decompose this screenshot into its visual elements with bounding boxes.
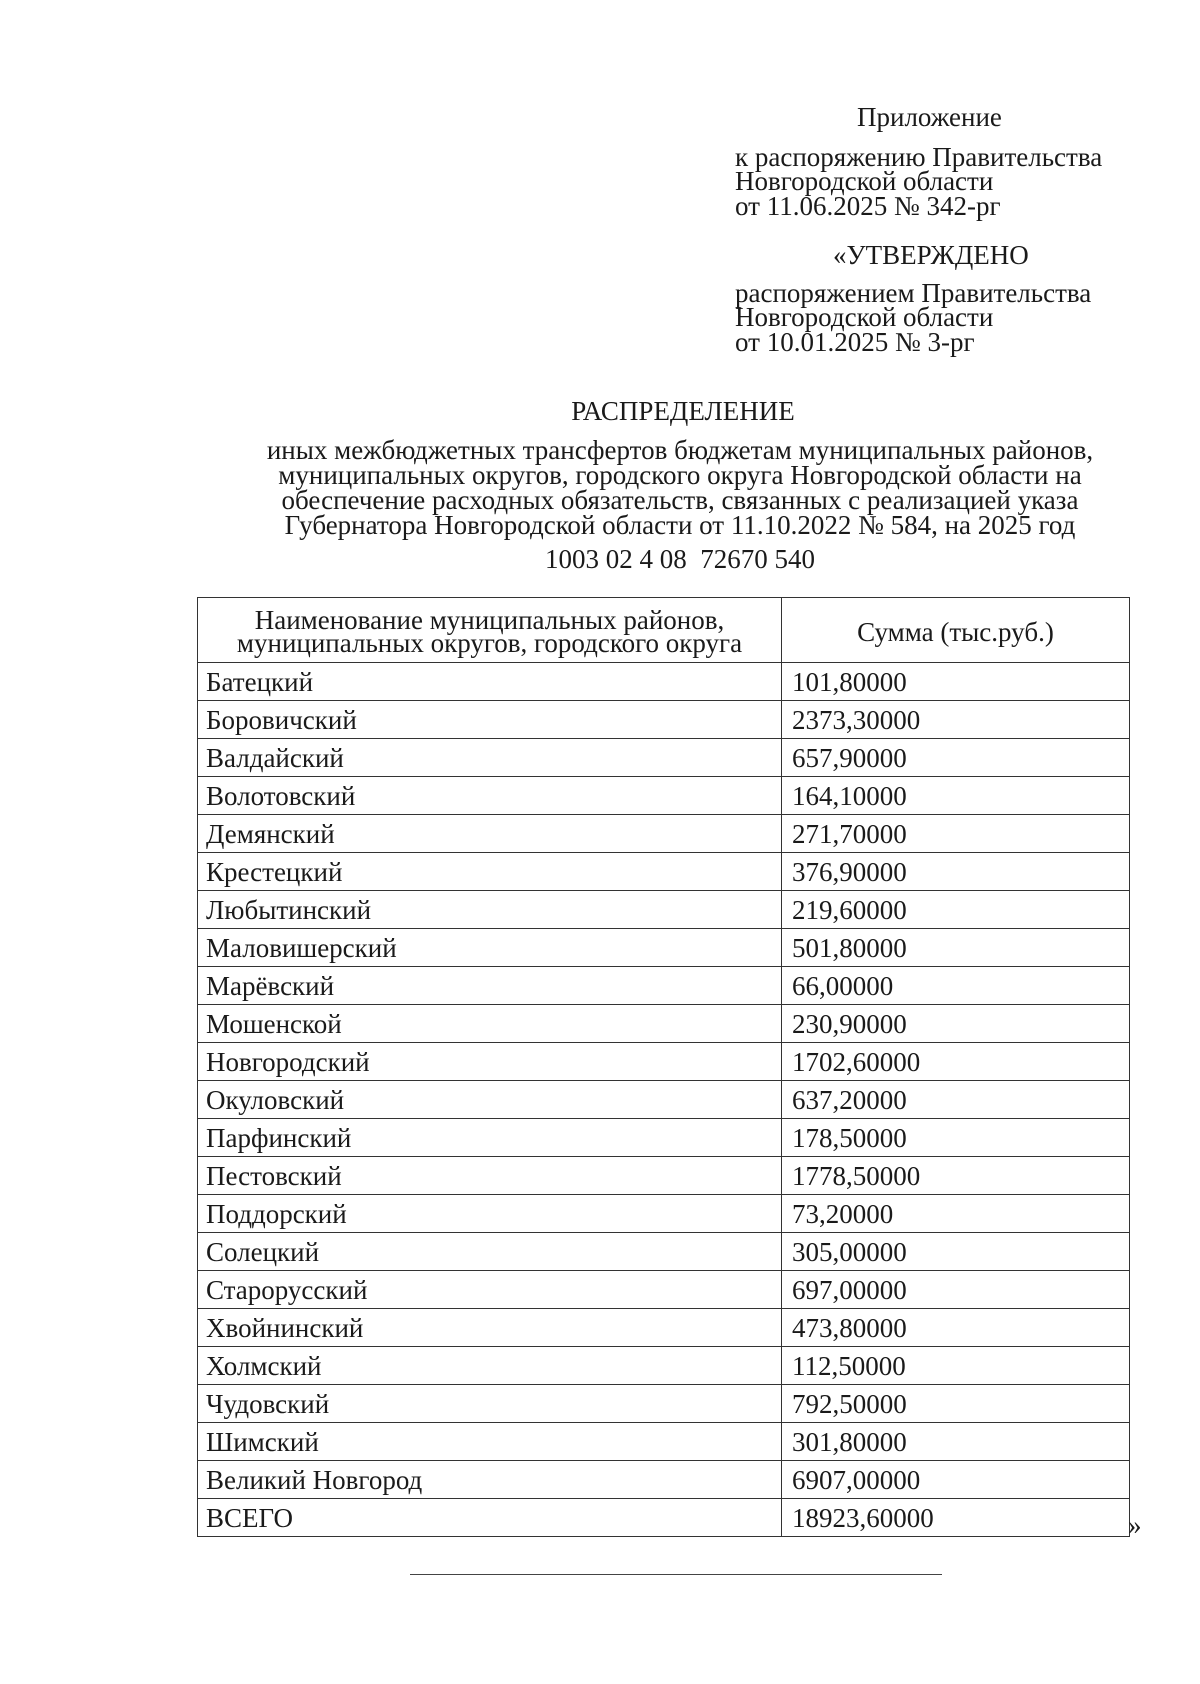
row-amount-cell: 792,50000 [782, 1385, 1130, 1423]
row-amount-cell: 73,20000 [782, 1195, 1130, 1233]
row-amount-cell: 230,90000 [782, 1005, 1130, 1043]
row-name-cell: Шимский [198, 1423, 782, 1461]
table-row [198, 1119, 1130, 1157]
row-amount-cell: 178,50000 [782, 1119, 1130, 1157]
row-amount-cell: 6907,00000 [782, 1461, 1130, 1499]
table-row [198, 853, 1130, 891]
row-name-cell: Хвойнинский [198, 1309, 782, 1347]
row-amount-cell: 112,50000 [782, 1347, 1130, 1385]
row-name-cell: Великий Новгород [198, 1461, 782, 1499]
row-name-cell: Крестецкий [198, 853, 782, 891]
table-row [198, 815, 1130, 853]
table-row [198, 1461, 1130, 1499]
row-amount-cell: 301,80000 [782, 1423, 1130, 1461]
approval-line-3: от 10.01.2025 № 3-рг [735, 327, 975, 357]
description-line-1: иных межбюджетных трансфертов бюджетам муниципальных районов, [266, 435, 1094, 465]
description-line-2: муниципальных округов, городского округа Новгородской области на [278, 460, 1082, 490]
row-name-cell: ВСЕГО [198, 1499, 782, 1537]
row-name-cell: Парфинский [198, 1119, 782, 1157]
row-name-cell: Марёвский [198, 967, 782, 1005]
header-name [198, 598, 782, 663]
row-amount-cell: 637,20000 [782, 1081, 1130, 1119]
table-row [198, 1195, 1130, 1233]
header-name-line-2: муниципальных округов, городского округа [236, 628, 743, 658]
row-name-cell: Демянский [198, 815, 782, 853]
row-name-cell: Поддорский [198, 1195, 782, 1233]
row-name-cell: Любытинский [198, 891, 782, 929]
row-name-cell: Новгородский [198, 1043, 782, 1081]
appendix-line-2: Новгородской области [735, 166, 994, 196]
appendix-title: Приложение [857, 102, 1002, 132]
row-amount-cell: 2373,30000 [782, 701, 1130, 739]
table-row [198, 1233, 1130, 1271]
row-name-cell: Окуловский [198, 1081, 782, 1119]
row-amount-cell: 164,10000 [782, 777, 1130, 815]
table-row [198, 663, 1130, 701]
table-row [198, 891, 1130, 929]
closing-quote: » [1128, 1510, 1142, 1540]
row-name-cell: Холмский [198, 1347, 782, 1385]
row-amount-cell: 1778,50000 [782, 1157, 1130, 1195]
table-row [198, 777, 1130, 815]
appendix-line-1: к распоряжению Правительства [735, 142, 1103, 172]
approval-line-1: распоряжением Правительства [735, 278, 1092, 308]
row-amount-cell: 219,60000 [782, 891, 1130, 929]
table-row [198, 739, 1130, 777]
row-amount-cell: 1702,60000 [782, 1043, 1130, 1081]
row-amount-cell: 473,80000 [782, 1309, 1130, 1347]
table-body [198, 663, 1130, 1537]
document-heading: РАСПРЕДЕЛЕНИЕ [571, 396, 795, 426]
table-row [198, 1347, 1130, 1385]
table-row [198, 1385, 1130, 1423]
budget-code: 1003 02 4 08 72670 540 [545, 544, 815, 574]
row-name-cell: Чудовский [198, 1385, 782, 1423]
row-name-cell: Старорусский [198, 1271, 782, 1309]
table-row [198, 1005, 1130, 1043]
header-amount: Сумма (тыс.руб.) [782, 598, 1130, 663]
row-amount-cell: 657,90000 [782, 739, 1130, 777]
approval-title: «УТВЕРЖДЕНО [833, 240, 1029, 270]
table-header-row [198, 598, 1130, 663]
row-name-cell: Валдайский [198, 739, 782, 777]
table-row [198, 1499, 1130, 1537]
approval-line-2: Новгородской области [735, 302, 994, 332]
row-amount-cell: 501,80000 [782, 929, 1130, 967]
row-amount-cell: 101,80000 [782, 663, 1130, 701]
table-row [198, 929, 1130, 967]
header-name-line-1: Наименование муниципальных районов, [254, 605, 725, 635]
row-amount-cell: 305,00000 [782, 1233, 1130, 1271]
row-name-cell: Батецкий [198, 663, 782, 701]
row-name-cell: Маловишерский [198, 929, 782, 967]
row-amount-cell: 697,00000 [782, 1271, 1130, 1309]
description-line-4: Губернатора Новгородской области от 11.10.2022 № 584, на 2025 год [284, 510, 1076, 540]
table-row [198, 1081, 1130, 1119]
row-name-cell: Волотовский [198, 777, 782, 815]
table-row [198, 1157, 1130, 1195]
table-row [198, 701, 1130, 739]
table-row [198, 1309, 1130, 1347]
row-amount-cell: 271,70000 [782, 815, 1130, 853]
distribution-table [197, 597, 1130, 1537]
row-name-cell: Мошенской [198, 1005, 782, 1043]
row-name-cell: Пестовский [198, 1157, 782, 1195]
table-row [198, 1043, 1130, 1081]
row-amount-cell: 376,90000 [782, 853, 1130, 891]
description-line-3: обеспечение расходных обязательств, связанных с реализацией указа [281, 485, 1079, 515]
table-row [198, 967, 1130, 1005]
table-row [198, 1271, 1130, 1309]
appendix-line-3: от 11.06.2025 № 342-рг [735, 191, 1001, 221]
row-amount-cell: 66,00000 [782, 967, 1130, 1005]
row-name-cell: Боровичский [198, 701, 782, 739]
table-row [198, 1423, 1130, 1461]
bottom-divider [410, 1574, 942, 1575]
row-amount-cell: 18923,60000 [782, 1499, 1130, 1537]
row-name-cell: Солецкий [198, 1233, 782, 1271]
